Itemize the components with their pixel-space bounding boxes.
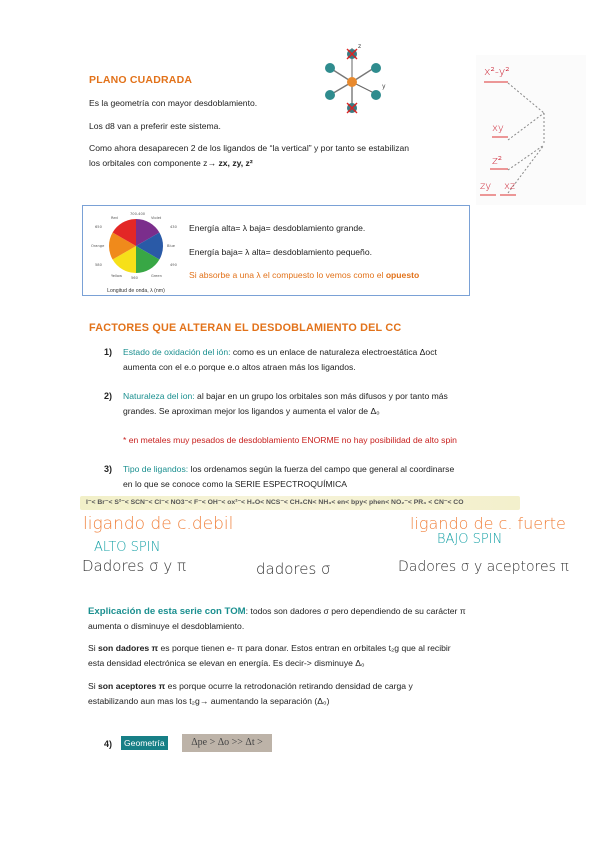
- geometria-label: Geometría: [121, 736, 168, 750]
- plano-line-2: Los d8 van a preferir este sistema.: [89, 121, 221, 131]
- tom-dadores-pre: Si: [88, 643, 99, 653]
- spectrochemical-series: I⁻< Br⁻< S²⁻< SCN⁻< Cl⁻< NO3⁻< F⁻< OH⁻< ox²⁻< H₂O< NCS⁻< CH₃CN< NH₃< en< bpy< phen< NO₂⁻< PR₃ < CN⁻< CO: [86, 499, 464, 506]
- factor-1-text: como es un enlace de naturaleza electroestática Δoct: [230, 347, 437, 357]
- color-wheel: [87, 209, 185, 281]
- factor-1-head: Estado de oxidación del ión:: [123, 347, 231, 357]
- section-title-plano: PLANO CUADRADA: [89, 74, 193, 86]
- plano-line-4-text: los orbitales con componente z: [89, 158, 208, 168]
- axis-label-y: y: [382, 83, 386, 90]
- heavy-metals-note: * en metales muy pesados de desdoblamiento ENORME no hay posibilidad de alto spin: [123, 435, 457, 445]
- axis-label-z: z: [358, 43, 362, 50]
- handwritten-weak-field: ligando de c.debil: [83, 514, 234, 534]
- factor-1-line-2: aumenta con el e.o porque e.o altos atraen más los ligandos.: [123, 362, 356, 372]
- tom-dadores-line-2: esta densidad electrónica se elevan en energía. Es decir-> disminuye Δ₀: [88, 658, 365, 668]
- orbital-label-zy: zy: [480, 181, 492, 192]
- tom-dadores-line-1: [88, 641, 451, 656]
- item-number-3: 3): [104, 464, 113, 474]
- wheel-label-490: 490: [170, 263, 177, 267]
- wheel-label-red: Red: [111, 216, 118, 220]
- tom-dadores-bold: son dadores π: [98, 643, 159, 653]
- item-number-4: 4): [104, 739, 113, 749]
- energy-high: Energía alta= λ baja= desdoblamiento grande.: [189, 223, 366, 233]
- tom-aceptores-line-1: [88, 679, 413, 694]
- factor-3-head: Tipo de ligandos:: [123, 464, 189, 474]
- square-planar-molecule-diagram: [318, 40, 398, 120]
- tom-dadores-text: es porque tienen e- π para donar. Estos entran en orbitales t₂g que al recibir: [158, 643, 451, 653]
- tom-aceptores-text: es porque ocurre la retrodonación retirando densidad de carga y: [165, 681, 413, 691]
- tom-text-1: : todos son dadores σ pero dependiendo de su carácter π: [245, 606, 466, 616]
- factor-2-head: Naturaleza del ion:: [123, 391, 195, 401]
- wheel-label-violet: Violet: [151, 216, 162, 220]
- wheel-label-560: 560: [131, 276, 138, 280]
- geometria-formula: Δpe > Δo >> Δt >: [182, 734, 272, 752]
- color-wheel-caption: Longitud de onda, λ (nm): [107, 288, 165, 294]
- tom-line-1: [88, 604, 466, 619]
- plano-line-3: Como ahora desaparecen 2 de los ligandos de “la vertical” y por tanto se estabilizan: [89, 143, 410, 153]
- factor-2-line-2: grandes. Se aproximan mejor los ligandos y aumenta el valor de Δ₀: [123, 406, 380, 416]
- handwritten-dadores-sigma-pi: Dadores σ y π: [82, 557, 187, 575]
- handwritten-strong-field: ligando de c. fuerte: [410, 514, 566, 533]
- factor-1-line-1: [123, 345, 437, 360]
- section-title-factores: FACTORES QUE ALTERAN EL DESDOBLAMIENTO DEL CC: [89, 322, 402, 334]
- orbital-label-z2: z²: [492, 154, 503, 167]
- factor-3-text: los ordenamos según la fuerza del campo que general al coordinarse: [188, 464, 455, 474]
- item-number-1: 1): [104, 347, 113, 357]
- energy-absorb-text: Si absorbe a una λ el compuesto lo vemos como el: [189, 270, 386, 280]
- color-wheel-figure: [87, 209, 185, 294]
- orbital-label-xz: xz: [504, 181, 516, 192]
- handwritten-dadores-sigma: dadores σ: [256, 560, 331, 578]
- handwritten-bajo-spin: BAJO SPIN: [437, 532, 503, 547]
- wheel-label-yellow: Yellow: [111, 274, 123, 278]
- plano-orbitals: zx, zy, z²: [218, 158, 253, 168]
- energy-opuesto: opuesto: [385, 270, 420, 280]
- orbital-label-xy: xy: [492, 123, 504, 134]
- wheel-label-orange: Orange: [91, 244, 105, 248]
- factor-2-text: al bajar en un grupo los orbitales son más difusos y por tanto más: [194, 391, 448, 401]
- wheel-label-blue: Blue: [167, 244, 175, 248]
- wheel-label-green: Green: [151, 274, 162, 278]
- tom-aceptores-bold: son aceptores π: [98, 681, 166, 691]
- plano-line-4: los orbitales con componente z→ zx, zy, z²: [89, 158, 253, 168]
- energy-low: Energía baja= λ alta= desdoblamiento pequeño.: [189, 247, 372, 257]
- orbital-label-x2y2: x²-y²: [484, 65, 510, 78]
- handwritten-alto-spin: ALTO SPIN: [94, 540, 161, 555]
- handwritten-dadores-aceptores: Dadores σ y aceptores π: [398, 559, 569, 575]
- item-number-2: 2): [104, 391, 113, 401]
- plano-line-1: Es la geometría con mayor desdoblamiento.: [89, 98, 258, 108]
- orbital-splitting-sketch: [476, 55, 586, 205]
- wheel-label-650: 650: [95, 225, 102, 229]
- tom-heading: Explicación de esta serie con TOM: [88, 606, 246, 617]
- factor-2-line-1: [123, 389, 448, 404]
- factor-3-line-2: en lo que se conoce como la SERIE ESPECTROQUÍMICA: [123, 479, 348, 489]
- wheel-label-430: 430: [170, 225, 177, 229]
- wheel-label-700-400: 700-400: [130, 212, 146, 216]
- tom-line-2: aumenta o disminuye el desdoblamiento.: [88, 621, 245, 631]
- tom-aceptores-pre: Si: [88, 681, 99, 691]
- energy-absorb: [189, 268, 419, 283]
- wheel-label-580: 580: [95, 263, 102, 267]
- factor-3-line-1: [123, 462, 454, 477]
- color-wheel-box: [82, 205, 470, 296]
- tom-aceptores-line-2: estabilizando aun mas los t₂g→ aumentando la separación (Δ₀): [88, 696, 330, 706]
